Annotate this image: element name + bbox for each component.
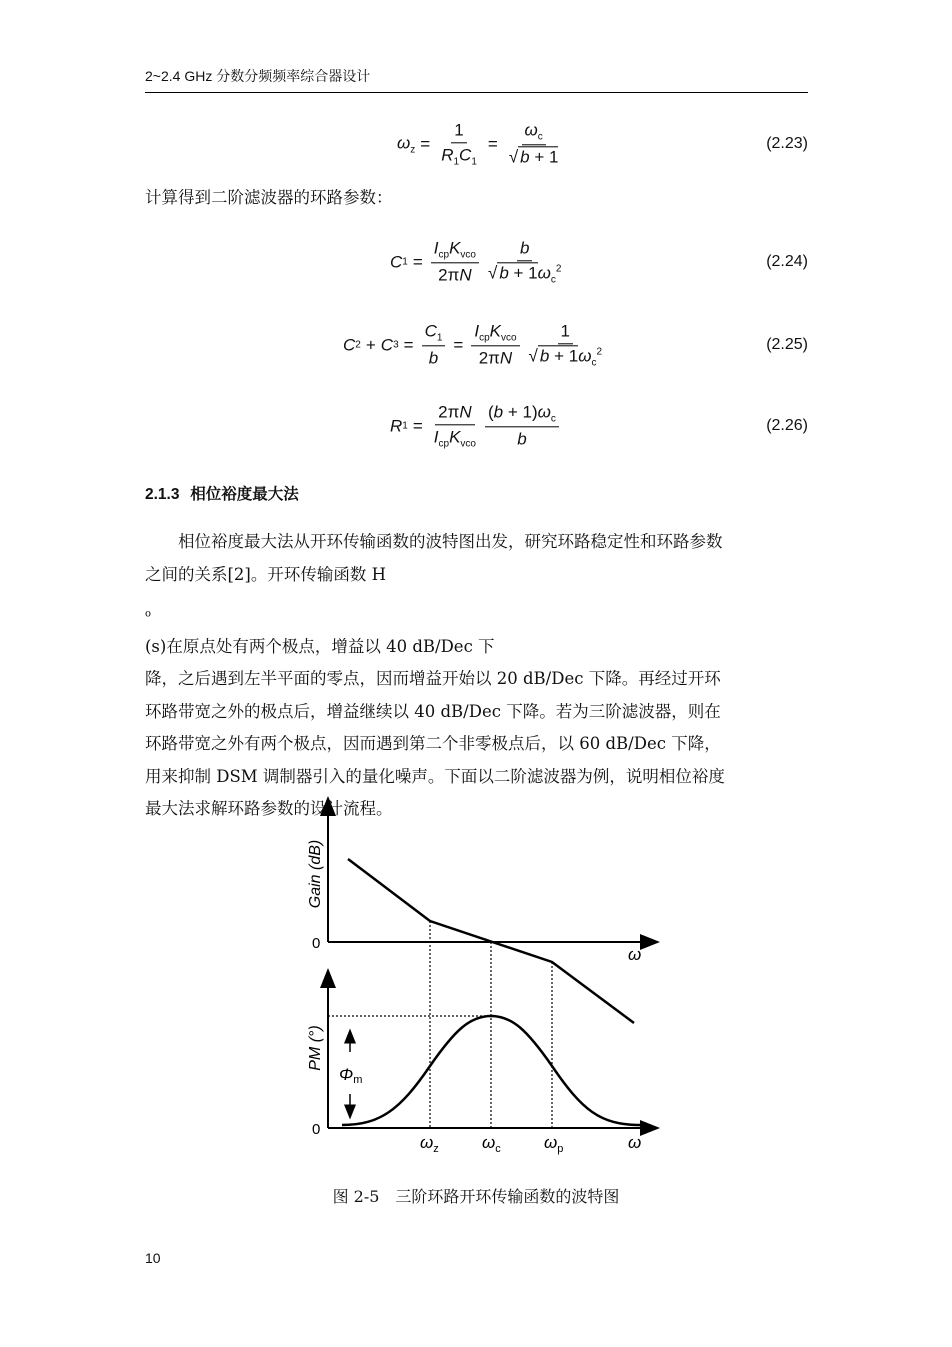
gain-axis-label: Gain (dB): [307, 839, 324, 909]
omega-c-label: $\omega_c$: [482, 1133, 501, 1155]
body-paragraph: 相位裕度最大法从开环传输函数的波特图出发，研究环路稳定性和环路参数 之间的关系[2]。开环传输函数 H $_o$ (s)在原点处有两个极点，增益以 40 dB/Dec 下 降，之后遇到左半平面的零点，因而增益开始以 20 dB/Dec 下降。再经过开环 环路带宽之外的极点后，增益继续以 40 dB/Dec 下降。若为三阶滤波器，则在 环路带宽之外有两个极点，因而遇到第二个非零极点后，以 60 dB/Dec 下降， 用来抑制 DSM 调制器引入的量化噪声。下面以二阶滤波器为例，说明相位裕度 最大法求解环路参数的设计流程。: [145, 532, 725, 819]
equation-number: (2.25): [766, 336, 808, 353]
phase-margin-curve: [342, 1016, 640, 1125]
gain-omega-label: ω: [628, 945, 642, 964]
header-rule: [145, 92, 808, 93]
gain-zero-label: 0: [312, 935, 321, 952]
intro-sentence: 计算得到二阶滤波器的环路参数：: [145, 188, 393, 207]
omega-p-label: $\omega_p$: [544, 1133, 564, 1155]
omega-z-label: $\omega_z$: [420, 1133, 439, 1155]
equation-number: (2.23): [766, 135, 808, 152]
pm-omega-label: ω: [628, 1133, 642, 1152]
equation-2-26: R 1 = $\frac{2\pi N}{I_{cp}K_{vco}}$ $\frac{(b + 1)\omega_c}{b}$ (2.26): [390, 402, 808, 450]
phi-m-label: Φm: [339, 1065, 363, 1086]
equation-2-24: C 1 = $\frac{I_{cp}K_{vco}}{2\pi N}$ $\frac{b}{√ b + 1\omega_c^2}$ (2.24): [390, 238, 808, 286]
gain-curve: [348, 859, 634, 1023]
pm-zero-label: 0: [312, 1121, 321, 1138]
section-heading: 2.1.3 相位裕度最大法: [145, 484, 299, 503]
running-header: 2~2.4 GHz 分数分频频率综合器设计: [145, 68, 371, 84]
equation-number: (2.24): [766, 253, 808, 270]
equation-number: (2.26): [766, 417, 808, 434]
figure-caption: 图 2-5 三阶环路开环传输函数的波特图: [332, 1187, 620, 1206]
page-number: 10: [145, 1250, 161, 1266]
equation-2-23: $\omega_z$ = $\frac{1}{R_1C_1}$ = $\frac{\omega_c}{√ b + 1}$ (2.23): [397, 120, 808, 168]
equation-2-25: C 2 + C 3 = $\frac{C_1}{b}$ = $\frac{I_{cp}K_{vco}}{2\pi N}$ $\frac{1}{√ b + 1\omega_c^2}$ (2.25): [343, 321, 808, 369]
pm-axis-label: PM (°): [307, 1025, 324, 1071]
